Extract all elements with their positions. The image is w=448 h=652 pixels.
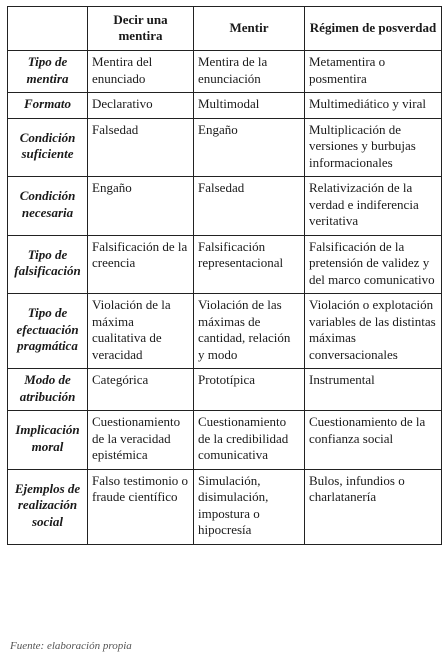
header-row (8, 7, 442, 51)
table-cell: Prototípica (194, 369, 305, 411)
table-row (8, 369, 442, 411)
table-cell: Falsificación de la creencia (88, 235, 194, 294)
table-cell: Falsificación representacional (194, 235, 305, 294)
table-footnote: Fuente: elaboración propia (10, 640, 132, 652)
table-cell: Cuestionamiento de la veracidad epistémica (88, 411, 194, 470)
table-row (8, 177, 442, 236)
row-header: Formato (8, 93, 88, 119)
table-cell: Multimodal (194, 93, 305, 119)
table-row (8, 235, 442, 294)
table-cell: Cuestionamiento de la confianza social (305, 411, 442, 470)
table-cell: Violación de las máximas de cantidad, relación y modo (194, 294, 305, 369)
row-header: Ejemplos de realización social (8, 469, 88, 544)
header-regimen-de-posverdad: Régimen de posverdad (305, 7, 442, 51)
table-row (8, 51, 442, 93)
comparison-table (7, 6, 442, 545)
table-cell: Declarativo (88, 93, 194, 119)
table-cell: Categórica (88, 369, 194, 411)
row-header: Implicación moral (8, 411, 88, 470)
table-cell: Falsedad (88, 118, 194, 177)
table-cell: Simulación, disimulación, impostura o hipocresía (194, 469, 305, 544)
table-row (8, 469, 442, 544)
table-cell: Cuestionamiento de la credibilidad comunicativa (194, 411, 305, 470)
table-cell: Falsificación de la pretensión de validez y del marco comunicativo (305, 235, 442, 294)
table-cell: Instrumental (305, 369, 442, 411)
header-mentir: Mentir (194, 7, 305, 51)
table-cell: Metamentira o posmentira (305, 51, 442, 93)
row-header: Condición suficiente (8, 118, 88, 177)
table-row (8, 294, 442, 369)
row-header: Tipo de efectuación pragmática (8, 294, 88, 369)
table-cell: Violación de la máxima cualitativa de veracidad (88, 294, 194, 369)
table-cell: Violación o explotación variables de las distintas máximas conversacionales (305, 294, 442, 369)
table-body (8, 51, 442, 545)
header-decir-una-mentira: Decir una mentira (88, 7, 194, 51)
row-header: Tipo de mentira (8, 51, 88, 93)
row-header: Tipo de falsificación (8, 235, 88, 294)
row-header: Modo de atribución (8, 369, 88, 411)
table-cell: Bulos, infundios o charlatanería (305, 469, 442, 544)
row-header: Condición necesaria (8, 177, 88, 236)
table-cell: Falsedad (194, 177, 305, 236)
table-cell: Multiplicación de versiones y burbujas informacionales (305, 118, 442, 177)
table-cell: Engaño (88, 177, 194, 236)
table-row (8, 93, 442, 119)
table-row (8, 118, 442, 177)
table-cell: Mentira de la enunciación (194, 51, 305, 93)
table-cell: Relativización de la verdad e indiferencia veritativa (305, 177, 442, 236)
table-cell: Multimediático y viral (305, 93, 442, 119)
table-row (8, 411, 442, 470)
table-cell: Engaño (194, 118, 305, 177)
table-cell: Falso testimonio o fraude científico (88, 469, 194, 544)
table-cell: Mentira del enunciado (88, 51, 194, 93)
header-corner (8, 7, 88, 51)
